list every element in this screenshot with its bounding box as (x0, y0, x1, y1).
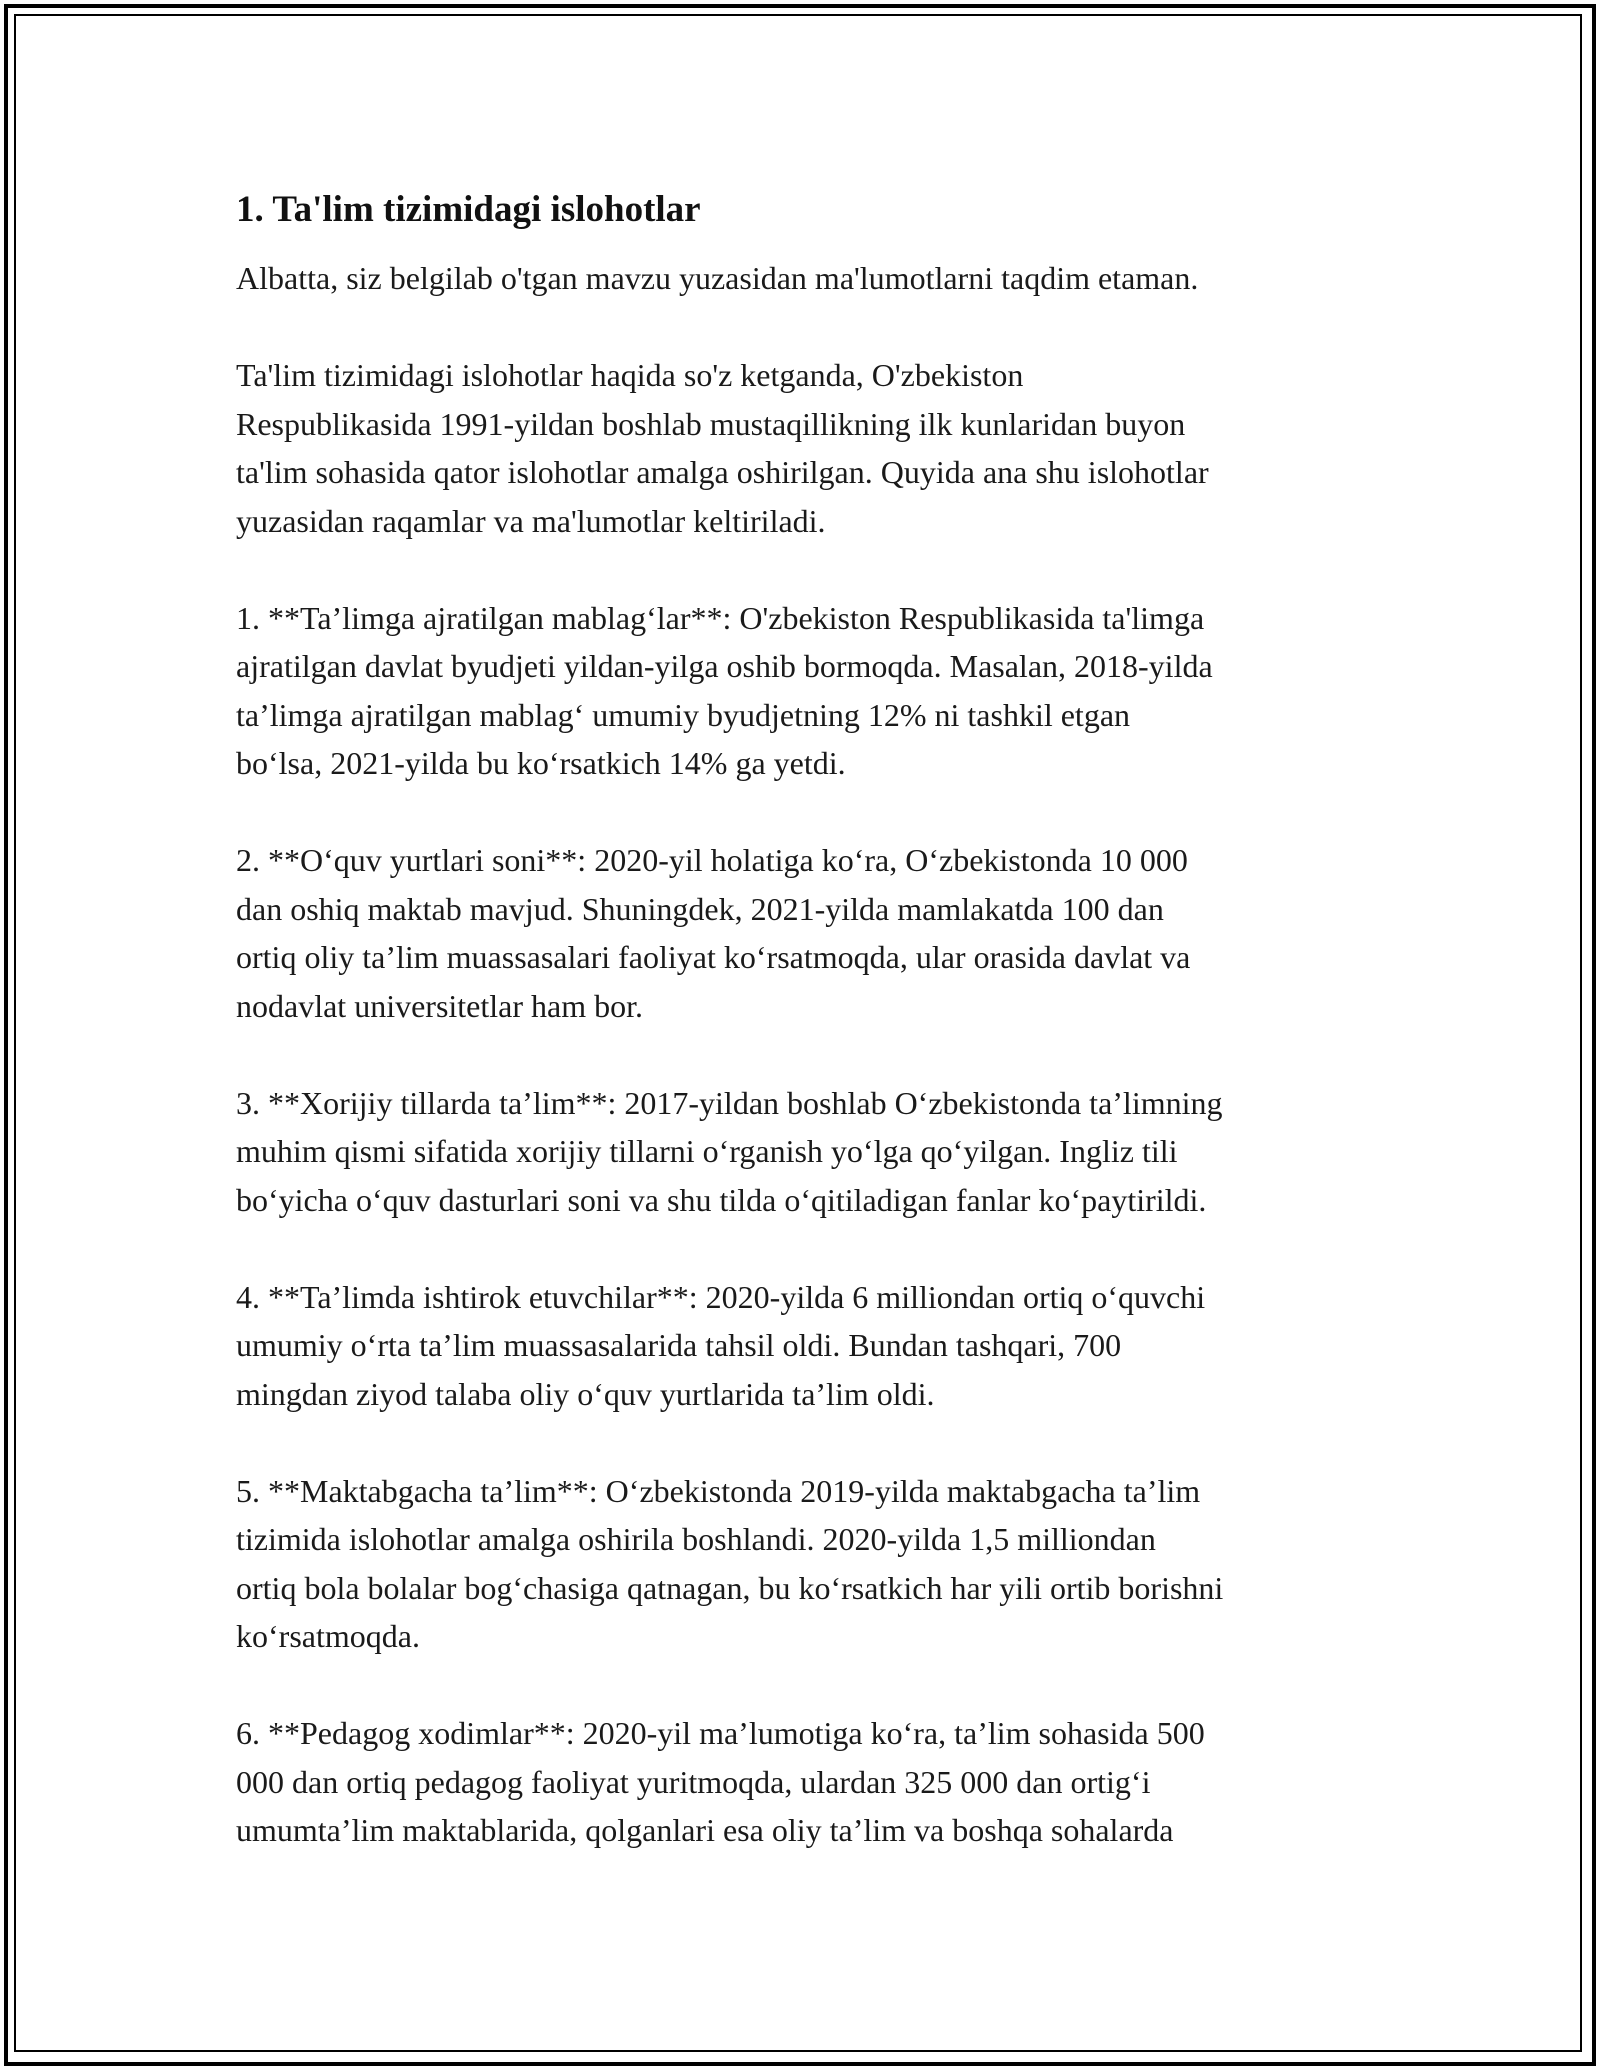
list-item-participants: 4. **Ta’limda ishtirok etuvchilar**: 2020-yilda 6 milliondan ortiq o‘quvchi umumiy o‘rta ta’lim muassasalarida tahsil oldi. Bundan tashqari, 700 mingdan ziyod talaba oliy o‘quv yurtlarida ta’lim oldi. (236, 1278, 1206, 1412)
list-item-foreign-languages: 3. **Xorijiy tillarda ta’lim**: 2017-yildan boshlab O‘zbekistonda ta’limning muhim qismi sifatida xorijiy tillarni o‘rganish yo‘lga qo‘yilgan. Ingliz tili bo‘yicha o‘quv dasturlari soni va shu tilda o‘qitiladigan fanlar ko‘paytirildi. (236, 1084, 1223, 1218)
document-title: 1. Ta'lim tizimidagi islohotlar (236, 189, 701, 230)
list-item-teachers: 6. **Pedagog xodimlar**: 2020-yil ma’lumotiga ko‘ra, ta’lim sohasida 500 000 dan ortiq pedagog faoliyat yuritmoqda, ulardan 325 000 dan ortig‘i umumta’lim maktablarida, qolganlari esa oliy ta’lim va boshqa sohalarda (236, 1715, 1205, 1848)
document-body (236, 186, 1376, 1903)
list-item-budget: 1. **Ta’limga ajratilgan mablag‘lar**: O'zbekiston Respublikasida ta'limga ajratilgan davlat byudjeti yildan-yilga oshib bormoqda. Masalan, 2018-yilda ta’limga ajratilgan mablag‘ umumiy byudjetning 12% ni tashkil etgan bo‘lsa, 2021-yilda bu ko‘rsatkich 14% ga yetdi. (236, 599, 1213, 781)
intro-paragraph: Albatta, siz belgilab o'tgan mavzu yuzasidan ma'lumotlarni taqdim etaman. (236, 260, 1199, 296)
context-paragraph: Ta'lim tizimidagi islohotlar haqida so'z ketganda, O'zbekiston Respublikasida 1991-yildan boshlab mustaqillikning ilk kunlaridan buyon ta'lim sohasida qator islohotlar amalga oshirilgan. Quyida ana shu islohotlar yuzasidan raqamlar va ma'lumotlar keltiriladi. (236, 357, 1209, 539)
list-item-institutions: 2. **O‘quv yurtlari soni**: 2020-yil holatiga ko‘ra, O‘zbekistonda 10 000 dan oshiq maktab mavjud. Shuningdek, 2021-yilda mamlakatda 100 dan ortiq oliy ta’lim muassasalari faoliyat ko‘rsatmoqda, ular orasida davlat va nodavlat universitetlar ham bor. (236, 842, 1191, 1024)
list-item-preschool: 5. **Maktabgacha ta’lim**: O‘zbekistonda 2019-yilda maktabgacha ta’lim tizimida islohotlar amalga oshirila boshlandi. 2020-yilda 1,5 milliondan ortiq bola bolalar bog‘chasiga qatnagan, bu ko‘rsatkich har yili ortib borishni ko‘rsatmoqda. (236, 1472, 1224, 1654)
